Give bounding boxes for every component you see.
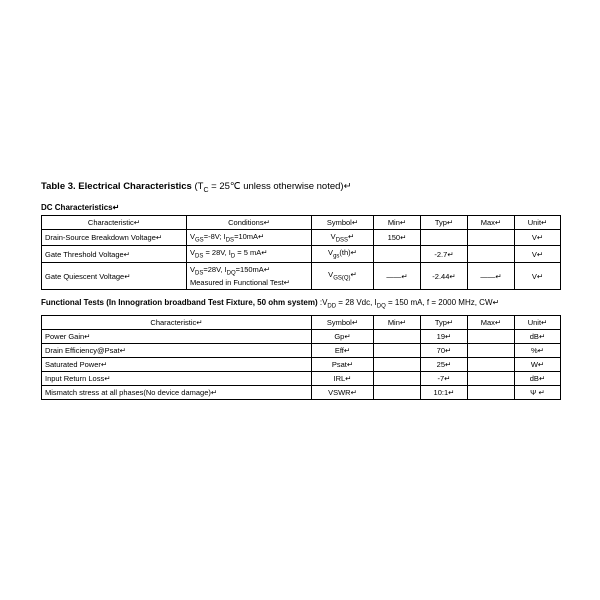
table-row — [42, 246, 561, 263]
table-title-suffix: (T — [191, 181, 204, 192]
func-row0-typ: 19↵ — [421, 329, 468, 343]
func-row1-characteristic: Drain Efficiency@Psat↵ — [42, 343, 312, 357]
dc-row0-conditions: $V_{GS}=-8V$; $I_{DS}=10mA↵$ — [187, 229, 312, 246]
dc-characteristics-table — [41, 215, 561, 291]
dc-row1-min — [374, 246, 421, 263]
table-header-row — [42, 215, 561, 229]
func-row2-min — [374, 357, 421, 371]
dc-row1-characteristic: Gate Threshold Voltage↵ — [42, 246, 187, 263]
func-row3-max — [468, 371, 515, 385]
func-row3-min — [374, 371, 421, 385]
functional-tests-sub-dd: DD — [327, 303, 337, 310]
dc-row2-max: ——↵ — [468, 262, 515, 290]
func-row2-max — [468, 357, 515, 371]
func-row3-characteristic: Input Return Loss↵ — [42, 371, 312, 385]
func-row1-min — [374, 343, 421, 357]
table-row — [42, 385, 561, 399]
dc-header-symbol: Symbol↵ — [312, 215, 374, 229]
func-row4-min — [374, 385, 421, 399]
dc-header-characteristic: Characteristic↵ — [42, 215, 187, 229]
functional-tests-sub-dq: DQ — [376, 303, 386, 310]
func-row4-typ: 10:1↵ — [421, 385, 468, 399]
dc-header-typ: Typ↵ — [421, 215, 468, 229]
dc-row1-max — [468, 246, 515, 263]
dc-row1-conditions: $V_{DS} = 28V$, $I_D = 5$ mA↵ — [187, 246, 312, 263]
func-row0-symbol: Gp↵ — [312, 329, 374, 343]
func-row1-symbol: Eff↵ — [312, 343, 374, 357]
functional-tests-tail: = 28 Vdc, I — [336, 298, 377, 308]
func-row0-characteristic: Power Gain↵ — [42, 329, 312, 343]
func-row2-symbol: Psat↵ — [312, 357, 374, 371]
dc-row1-typ: -2.7↵ — [421, 246, 468, 263]
dc-characteristics-label: DC Characteristics↵ — [41, 202, 120, 212]
dc-row2-symbol: $V_{GS(Q)}↵$ — [312, 262, 374, 290]
func-row1-max — [468, 343, 515, 357]
table-row — [42, 343, 561, 357]
func-row4-unit: Ψ ↵ — [515, 385, 561, 399]
dc-row1-unit: V↵ — [515, 246, 561, 263]
table-title-rest: = 25℃ unless otherwise noted)↵ — [208, 181, 352, 192]
dc-row2-min: ——↵ — [374, 262, 421, 290]
dc-row2-conditions-line2: Measured in Functional Test↵ — [190, 278, 290, 288]
func-row2-typ: 25↵ — [421, 357, 468, 371]
func-row3-typ: -7↵ — [421, 371, 468, 385]
dc-row0-unit: V↵ — [515, 229, 561, 246]
table-row — [42, 229, 561, 246]
table-header-row — [42, 315, 561, 329]
func-row0-max — [468, 329, 515, 343]
dc-row1-symbol: $V_{gs}(th)↵$ — [312, 246, 374, 263]
dc-header-max: Max↵ — [468, 215, 515, 229]
functional-tests-label — [41, 297, 560, 313]
dc-row0-typ — [421, 229, 468, 246]
functional-tests-label-bold: Functional Tests (In Innogration broadband Test Fixture, 50 ohm system) — [41, 298, 318, 308]
func-row4-characteristic: Mismatch stress at all phases(No device damage)↵ — [42, 385, 312, 399]
func-header-min: Min↵ — [374, 315, 421, 329]
table-row — [42, 357, 561, 371]
dc-row0-min: 150↵ — [374, 229, 421, 246]
dc-header-conditions: Conditions↵ — [187, 215, 312, 229]
table-block — [41, 180, 560, 400]
dc-header-min: Min↵ — [374, 215, 421, 229]
table-row — [42, 329, 561, 343]
functional-tests-tail2: = 150 mA, f = 2000 MHz, CW↵ — [385, 298, 500, 308]
func-header-typ: Typ↵ — [421, 315, 468, 329]
functional-tests-label-rest: :V — [317, 298, 328, 308]
dc-row2-typ: -2.44↵ — [421, 262, 468, 290]
table-title-prefix: Table 3. Electrical Characteristics — [41, 181, 192, 192]
dc-row2-conditions: $V_{DS}=28V$, $I_{DQ}=150mA↵$ Measured in Functional Test↵ — [187, 262, 312, 290]
func-row1-unit: %↵ — [515, 343, 561, 357]
table-row — [42, 262, 561, 290]
func-row4-max — [468, 385, 515, 399]
func-row2-unit: W↵ — [515, 357, 561, 371]
func-row3-symbol: IRL↵ — [312, 371, 374, 385]
dc-row0-symbol: $V_{DSS}↵$ — [312, 229, 374, 246]
dc-row2-characteristic: Gate Quiescent Voltage↵ — [42, 262, 187, 290]
table-row — [42, 371, 561, 385]
func-header-characteristic: Characteristic↵ — [42, 315, 312, 329]
func-row3-unit: dB↵ — [515, 371, 561, 385]
dc-row0-characteristic: Drain-Source Breakdown Voltage↵ — [42, 229, 187, 246]
table-title — [41, 180, 560, 197]
dc-header-unit: Unit↵ — [515, 215, 561, 229]
table-title-subscript: C — [203, 186, 209, 194]
func-row0-unit: dB↵ — [515, 329, 561, 343]
func-row1-typ: 70↵ — [421, 343, 468, 357]
func-header-symbol: Symbol↵ — [312, 315, 374, 329]
func-header-unit: Unit↵ — [515, 315, 561, 329]
func-header-max: Max↵ — [468, 315, 515, 329]
dc-row0-max — [468, 229, 515, 246]
functional-tests-table — [41, 315, 561, 400]
func-row4-symbol: VSWR↵ — [312, 385, 374, 399]
func-row0-min — [374, 329, 421, 343]
func-row2-characteristic: Saturated Power↵ — [42, 357, 312, 371]
dc-row2-unit: V↵ — [515, 262, 561, 290]
